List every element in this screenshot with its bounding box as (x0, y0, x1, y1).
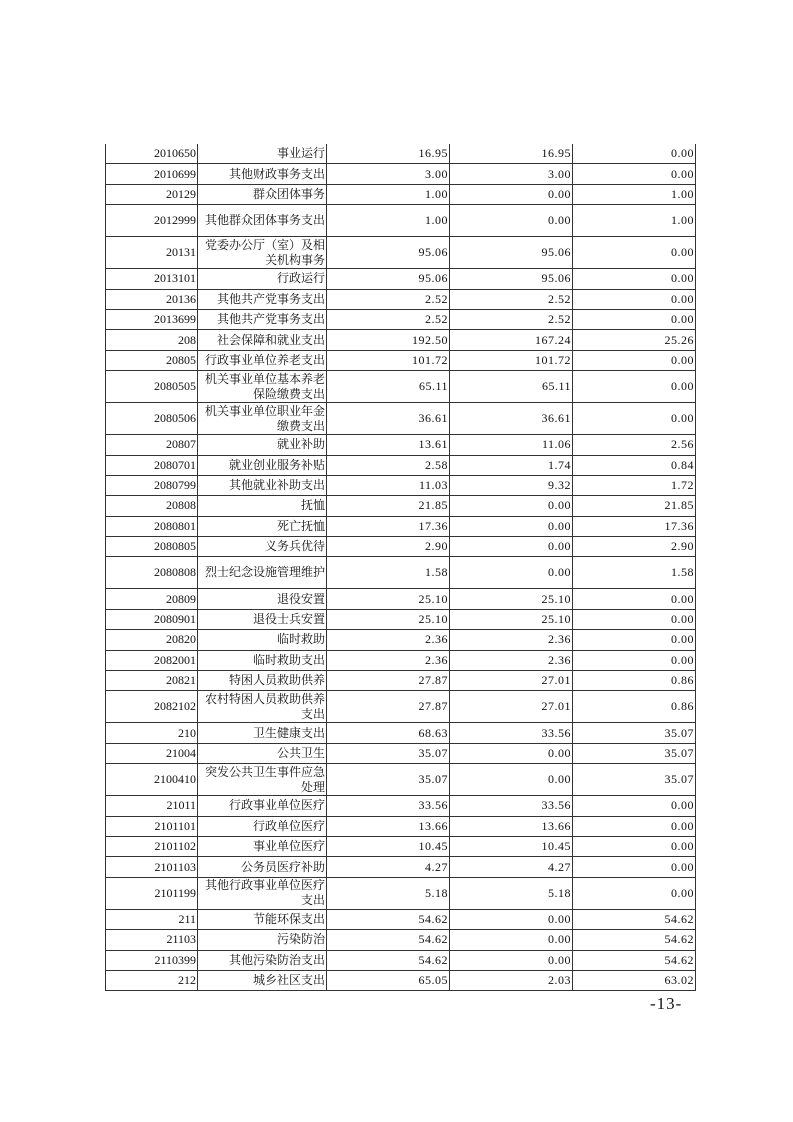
account-name-cell: 退役安置 (198, 589, 327, 609)
basic-expenditure-cell: 0.00 (450, 930, 573, 950)
total-amount-cell: 2.58 (327, 455, 450, 475)
project-expenditure-cell: 0.00 (573, 877, 696, 909)
basic-expenditure-cell: 1.74 (450, 455, 573, 475)
table-row (106, 309, 696, 329)
table-row (106, 269, 696, 289)
total-amount-cell: 21.85 (327, 496, 450, 516)
account-name-cell: 事业单位医疗 (198, 836, 327, 856)
total-amount-cell: 35.07 (327, 743, 450, 763)
table-row (106, 557, 696, 589)
project-expenditure-cell: 0.86 (573, 671, 696, 691)
account-name-cell: 临时救助支出 (198, 650, 327, 670)
basic-expenditure-cell: 0.00 (450, 537, 573, 557)
project-expenditure-cell: 17.36 (573, 516, 696, 536)
total-amount-cell: 13.66 (327, 816, 450, 836)
total-amount-cell: 1.00 (327, 184, 450, 204)
basic-expenditure-cell: 4.27 (450, 857, 573, 877)
basic-expenditure-cell: 2.36 (450, 650, 573, 670)
project-expenditure-cell: 54.62 (573, 909, 696, 929)
basic-expenditure-cell: 0.00 (450, 184, 573, 204)
project-expenditure-cell: 0.00 (573, 403, 696, 435)
account-name-cell: 其他共产党事务支出 (198, 309, 327, 329)
account-name-cell: 公务员医疗补助 (198, 857, 327, 877)
project-expenditure-cell: 1.72 (573, 475, 696, 495)
total-amount-cell: 27.87 (327, 691, 450, 723)
account-name-cell: 其他共产党事务支出 (198, 289, 327, 309)
account-code-cell: 2010699 (106, 164, 198, 184)
account-code-cell: 2080506 (106, 403, 198, 435)
project-expenditure-cell: 1.58 (573, 557, 696, 589)
basic-expenditure-cell: 5.18 (450, 877, 573, 909)
account-name-cell: 突发公共卫生事件应急处理 (198, 764, 327, 796)
basic-expenditure-cell: 0.00 (450, 496, 573, 516)
project-expenditure-cell: 0.00 (573, 237, 696, 269)
basic-expenditure-cell: 0.00 (450, 205, 573, 237)
account-name-cell: 退役士兵安置 (198, 609, 327, 629)
account-code-cell: 2013699 (106, 309, 198, 329)
project-expenditure-cell: 0.00 (573, 164, 696, 184)
account-code-cell: 2080701 (106, 455, 198, 475)
account-code-cell: 2101103 (106, 857, 198, 877)
account-name-cell: 行政运行 (198, 269, 327, 289)
total-amount-cell: 16.95 (327, 144, 450, 164)
project-expenditure-cell: 0.00 (573, 630, 696, 650)
basic-expenditure-cell: 0.00 (450, 950, 573, 970)
account-code-cell: 21011 (106, 796, 198, 816)
project-expenditure-cell: 21.85 (573, 496, 696, 516)
account-code-cell: 2080901 (106, 609, 198, 629)
basic-expenditure-cell: 95.06 (450, 237, 573, 269)
total-amount-cell: 35.07 (327, 764, 450, 796)
basic-expenditure-cell: 65.11 (450, 371, 573, 403)
basic-expenditure-cell: 0.00 (450, 909, 573, 929)
basic-expenditure-cell: 9.32 (450, 475, 573, 495)
total-amount-cell: 10.45 (327, 836, 450, 856)
total-amount-cell: 33.56 (327, 796, 450, 816)
table-row (106, 205, 696, 237)
total-amount-cell: 54.62 (327, 950, 450, 970)
total-amount-cell: 101.72 (327, 350, 450, 370)
table-row (106, 496, 696, 516)
account-name-cell: 其他污染防治支出 (198, 950, 327, 970)
project-expenditure-cell: 35.07 (573, 723, 696, 743)
account-code-cell: 2012999 (106, 205, 198, 237)
account-code-cell: 2080805 (106, 537, 198, 557)
total-amount-cell: 65.11 (327, 371, 450, 403)
table-row (106, 796, 696, 816)
account-code-cell: 2101102 (106, 836, 198, 856)
table-row (106, 877, 696, 909)
project-expenditure-cell: 63.02 (573, 970, 696, 990)
project-expenditure-cell: 0.00 (573, 309, 696, 329)
table-body (106, 144, 696, 991)
account-name-cell: 卫生健康支出 (198, 723, 327, 743)
total-amount-cell: 5.18 (327, 877, 450, 909)
account-code-cell: 2101199 (106, 877, 198, 909)
table-row (106, 475, 696, 495)
account-code-cell: 20808 (106, 496, 198, 516)
total-amount-cell: 4.27 (327, 857, 450, 877)
table-row (106, 330, 696, 350)
account-name-cell: 行政单位医疗 (198, 816, 327, 836)
project-expenditure-cell: 0.00 (573, 144, 696, 164)
account-name-cell: 公共卫生 (198, 743, 327, 763)
account-name-cell: 就业补助 (198, 435, 327, 455)
account-code-cell: 2110399 (106, 950, 198, 970)
account-name-cell: 污染防治 (198, 930, 327, 950)
table-row (106, 950, 696, 970)
account-name-cell: 节能环保支出 (198, 909, 327, 929)
basic-expenditure-cell: 27.01 (450, 671, 573, 691)
total-amount-cell: 36.61 (327, 403, 450, 435)
account-code-cell: 20805 (106, 350, 198, 370)
account-code-cell: 20129 (106, 184, 198, 204)
table-row (106, 930, 696, 950)
account-code-cell: 2082001 (106, 650, 198, 670)
budget-table (105, 144, 696, 991)
project-expenditure-cell: 0.00 (573, 289, 696, 309)
table-row (106, 371, 696, 403)
project-expenditure-cell: 0.86 (573, 691, 696, 723)
project-expenditure-cell: 2.90 (573, 537, 696, 557)
project-expenditure-cell: 25.26 (573, 330, 696, 350)
total-amount-cell: 2.52 (327, 289, 450, 309)
account-name-cell: 特困人员救助供养 (198, 671, 327, 691)
account-name-cell: 行政事业单位养老支出 (198, 350, 327, 370)
basic-expenditure-cell: 95.06 (450, 269, 573, 289)
basic-expenditure-cell: 101.72 (450, 350, 573, 370)
basic-expenditure-cell: 0.00 (450, 516, 573, 536)
account-name-cell: 其他财政事务支出 (198, 164, 327, 184)
account-code-cell: 20820 (106, 630, 198, 650)
basic-expenditure-cell: 0.00 (450, 557, 573, 589)
project-expenditure-cell: 0.00 (573, 371, 696, 403)
account-code-cell: 2082102 (106, 691, 198, 723)
basic-expenditure-cell: 0.00 (450, 764, 573, 796)
total-amount-cell: 2.36 (327, 650, 450, 670)
account-code-cell: 20809 (106, 589, 198, 609)
table-row (106, 609, 696, 629)
account-name-cell: 临时救助 (198, 630, 327, 650)
table-row (106, 403, 696, 435)
table-row (106, 970, 696, 990)
account-code-cell: 20131 (106, 237, 198, 269)
table-row (106, 743, 696, 763)
project-expenditure-cell: 2.56 (573, 435, 696, 455)
table-row (106, 909, 696, 929)
basic-expenditure-cell: 167.24 (450, 330, 573, 350)
account-code-cell: 208 (106, 330, 198, 350)
project-expenditure-cell: 35.07 (573, 764, 696, 796)
account-name-cell: 农村特困人员救助供养支出 (198, 691, 327, 723)
table-row (106, 144, 696, 164)
account-name-cell: 抚恤 (198, 496, 327, 516)
total-amount-cell: 25.10 (327, 609, 450, 629)
account-code-cell: 21103 (106, 930, 198, 950)
account-name-cell: 机关事业单位基本养老保险缴费支出 (198, 371, 327, 403)
account-code-cell: 2013101 (106, 269, 198, 289)
table-row (106, 691, 696, 723)
account-code-cell: 212 (106, 970, 198, 990)
total-amount-cell: 68.63 (327, 723, 450, 743)
account-code-cell: 20821 (106, 671, 198, 691)
table-row (106, 764, 696, 796)
basic-expenditure-cell: 2.03 (450, 970, 573, 990)
project-expenditure-cell: 35.07 (573, 743, 696, 763)
project-expenditure-cell: 0.00 (573, 796, 696, 816)
project-expenditure-cell: 0.00 (573, 609, 696, 629)
project-expenditure-cell: 0.00 (573, 269, 696, 289)
total-amount-cell: 2.36 (327, 630, 450, 650)
basic-expenditure-cell: 0.00 (450, 743, 573, 763)
account-name-cell: 烈士纪念设施管理维护 (198, 557, 327, 589)
account-name-cell: 就业创业服务补贴 (198, 455, 327, 475)
account-code-cell: 2101101 (106, 816, 198, 836)
account-code-cell: 2080801 (106, 516, 198, 536)
total-amount-cell: 27.87 (327, 671, 450, 691)
basic-expenditure-cell: 13.66 (450, 816, 573, 836)
basic-expenditure-cell: 2.52 (450, 289, 573, 309)
total-amount-cell: 2.90 (327, 537, 450, 557)
table-row (106, 723, 696, 743)
basic-expenditure-cell: 25.10 (450, 589, 573, 609)
table-row (106, 184, 696, 204)
account-code-cell: 211 (106, 909, 198, 929)
table-row (106, 857, 696, 877)
basic-expenditure-cell: 16.95 (450, 144, 573, 164)
project-expenditure-cell: 0.00 (573, 589, 696, 609)
project-expenditure-cell: 0.00 (573, 836, 696, 856)
account-code-cell: 210 (106, 723, 198, 743)
total-amount-cell: 95.06 (327, 269, 450, 289)
account-name-cell: 其他行政事业单位医疗支出 (198, 877, 327, 909)
basic-expenditure-cell: 2.52 (450, 309, 573, 329)
total-amount-cell: 13.61 (327, 435, 450, 455)
project-expenditure-cell: 54.62 (573, 930, 696, 950)
table-row (106, 589, 696, 609)
account-name-cell: 死亡抚恤 (198, 516, 327, 536)
project-expenditure-cell: 0.00 (573, 816, 696, 836)
total-amount-cell: 2.52 (327, 309, 450, 329)
total-amount-cell: 54.62 (327, 909, 450, 929)
account-code-cell: 2010650 (106, 144, 198, 164)
total-amount-cell: 65.05 (327, 970, 450, 990)
basic-expenditure-cell: 25.10 (450, 609, 573, 629)
total-amount-cell: 1.00 (327, 205, 450, 237)
account-name-cell: 党委办公厅（室）及相关机构事务 (198, 237, 327, 269)
project-expenditure-cell: 0.00 (573, 350, 696, 370)
table-row (106, 516, 696, 536)
table-row (106, 289, 696, 309)
account-name-cell: 机关事业单位职业年金缴费支出 (198, 403, 327, 435)
account-name-cell: 城乡社区支出 (198, 970, 327, 990)
total-amount-cell: 11.03 (327, 475, 450, 495)
project-expenditure-cell: 1.00 (573, 184, 696, 204)
project-expenditure-cell: 54.62 (573, 950, 696, 970)
account-name-cell: 其他群众团体事务支出 (198, 205, 327, 237)
total-amount-cell: 25.10 (327, 589, 450, 609)
account-code-cell: 2080505 (106, 371, 198, 403)
table-row (106, 630, 696, 650)
account-name-cell: 其他就业补助支出 (198, 475, 327, 495)
basic-expenditure-cell: 33.56 (450, 796, 573, 816)
account-code-cell: 20136 (106, 289, 198, 309)
total-amount-cell: 192.50 (327, 330, 450, 350)
table-row (106, 350, 696, 370)
table-row (106, 237, 696, 269)
basic-expenditure-cell: 27.01 (450, 691, 573, 723)
account-name-cell: 义务兵优待 (198, 537, 327, 557)
table-row (106, 671, 696, 691)
account-code-cell: 20807 (106, 435, 198, 455)
account-code-cell: 2100410 (106, 764, 198, 796)
project-expenditure-cell: 0.00 (573, 650, 696, 670)
project-expenditure-cell: 1.00 (573, 205, 696, 237)
table-row (106, 537, 696, 557)
total-amount-cell: 54.62 (327, 930, 450, 950)
account-name-cell: 群众团体事务 (198, 184, 327, 204)
account-code-cell: 2080799 (106, 475, 198, 495)
table-row (106, 164, 696, 184)
account-name-cell: 社会保障和就业支出 (198, 330, 327, 350)
basic-expenditure-cell: 33.56 (450, 723, 573, 743)
basic-expenditure-cell: 11.06 (450, 435, 573, 455)
account-code-cell: 21004 (106, 743, 198, 763)
total-amount-cell: 1.58 (327, 557, 450, 589)
table-row (106, 816, 696, 836)
project-expenditure-cell: 0.00 (573, 857, 696, 877)
project-expenditure-cell: 0.84 (573, 455, 696, 475)
total-amount-cell: 17.36 (327, 516, 450, 536)
table-row (106, 455, 696, 475)
table-row (106, 435, 696, 455)
account-name-cell: 事业运行 (198, 144, 327, 164)
total-amount-cell: 95.06 (327, 237, 450, 269)
basic-expenditure-cell: 2.36 (450, 630, 573, 650)
basic-expenditure-cell: 36.61 (450, 403, 573, 435)
account-code-cell: 2080808 (106, 557, 198, 589)
page-number: -13- (650, 994, 683, 1013)
total-amount-cell: 3.00 (327, 164, 450, 184)
table-row (106, 836, 696, 856)
table-row (106, 650, 696, 670)
basic-expenditure-cell: 3.00 (450, 164, 573, 184)
basic-expenditure-cell: 10.45 (450, 836, 573, 856)
account-name-cell: 行政事业单位医疗 (198, 796, 327, 816)
